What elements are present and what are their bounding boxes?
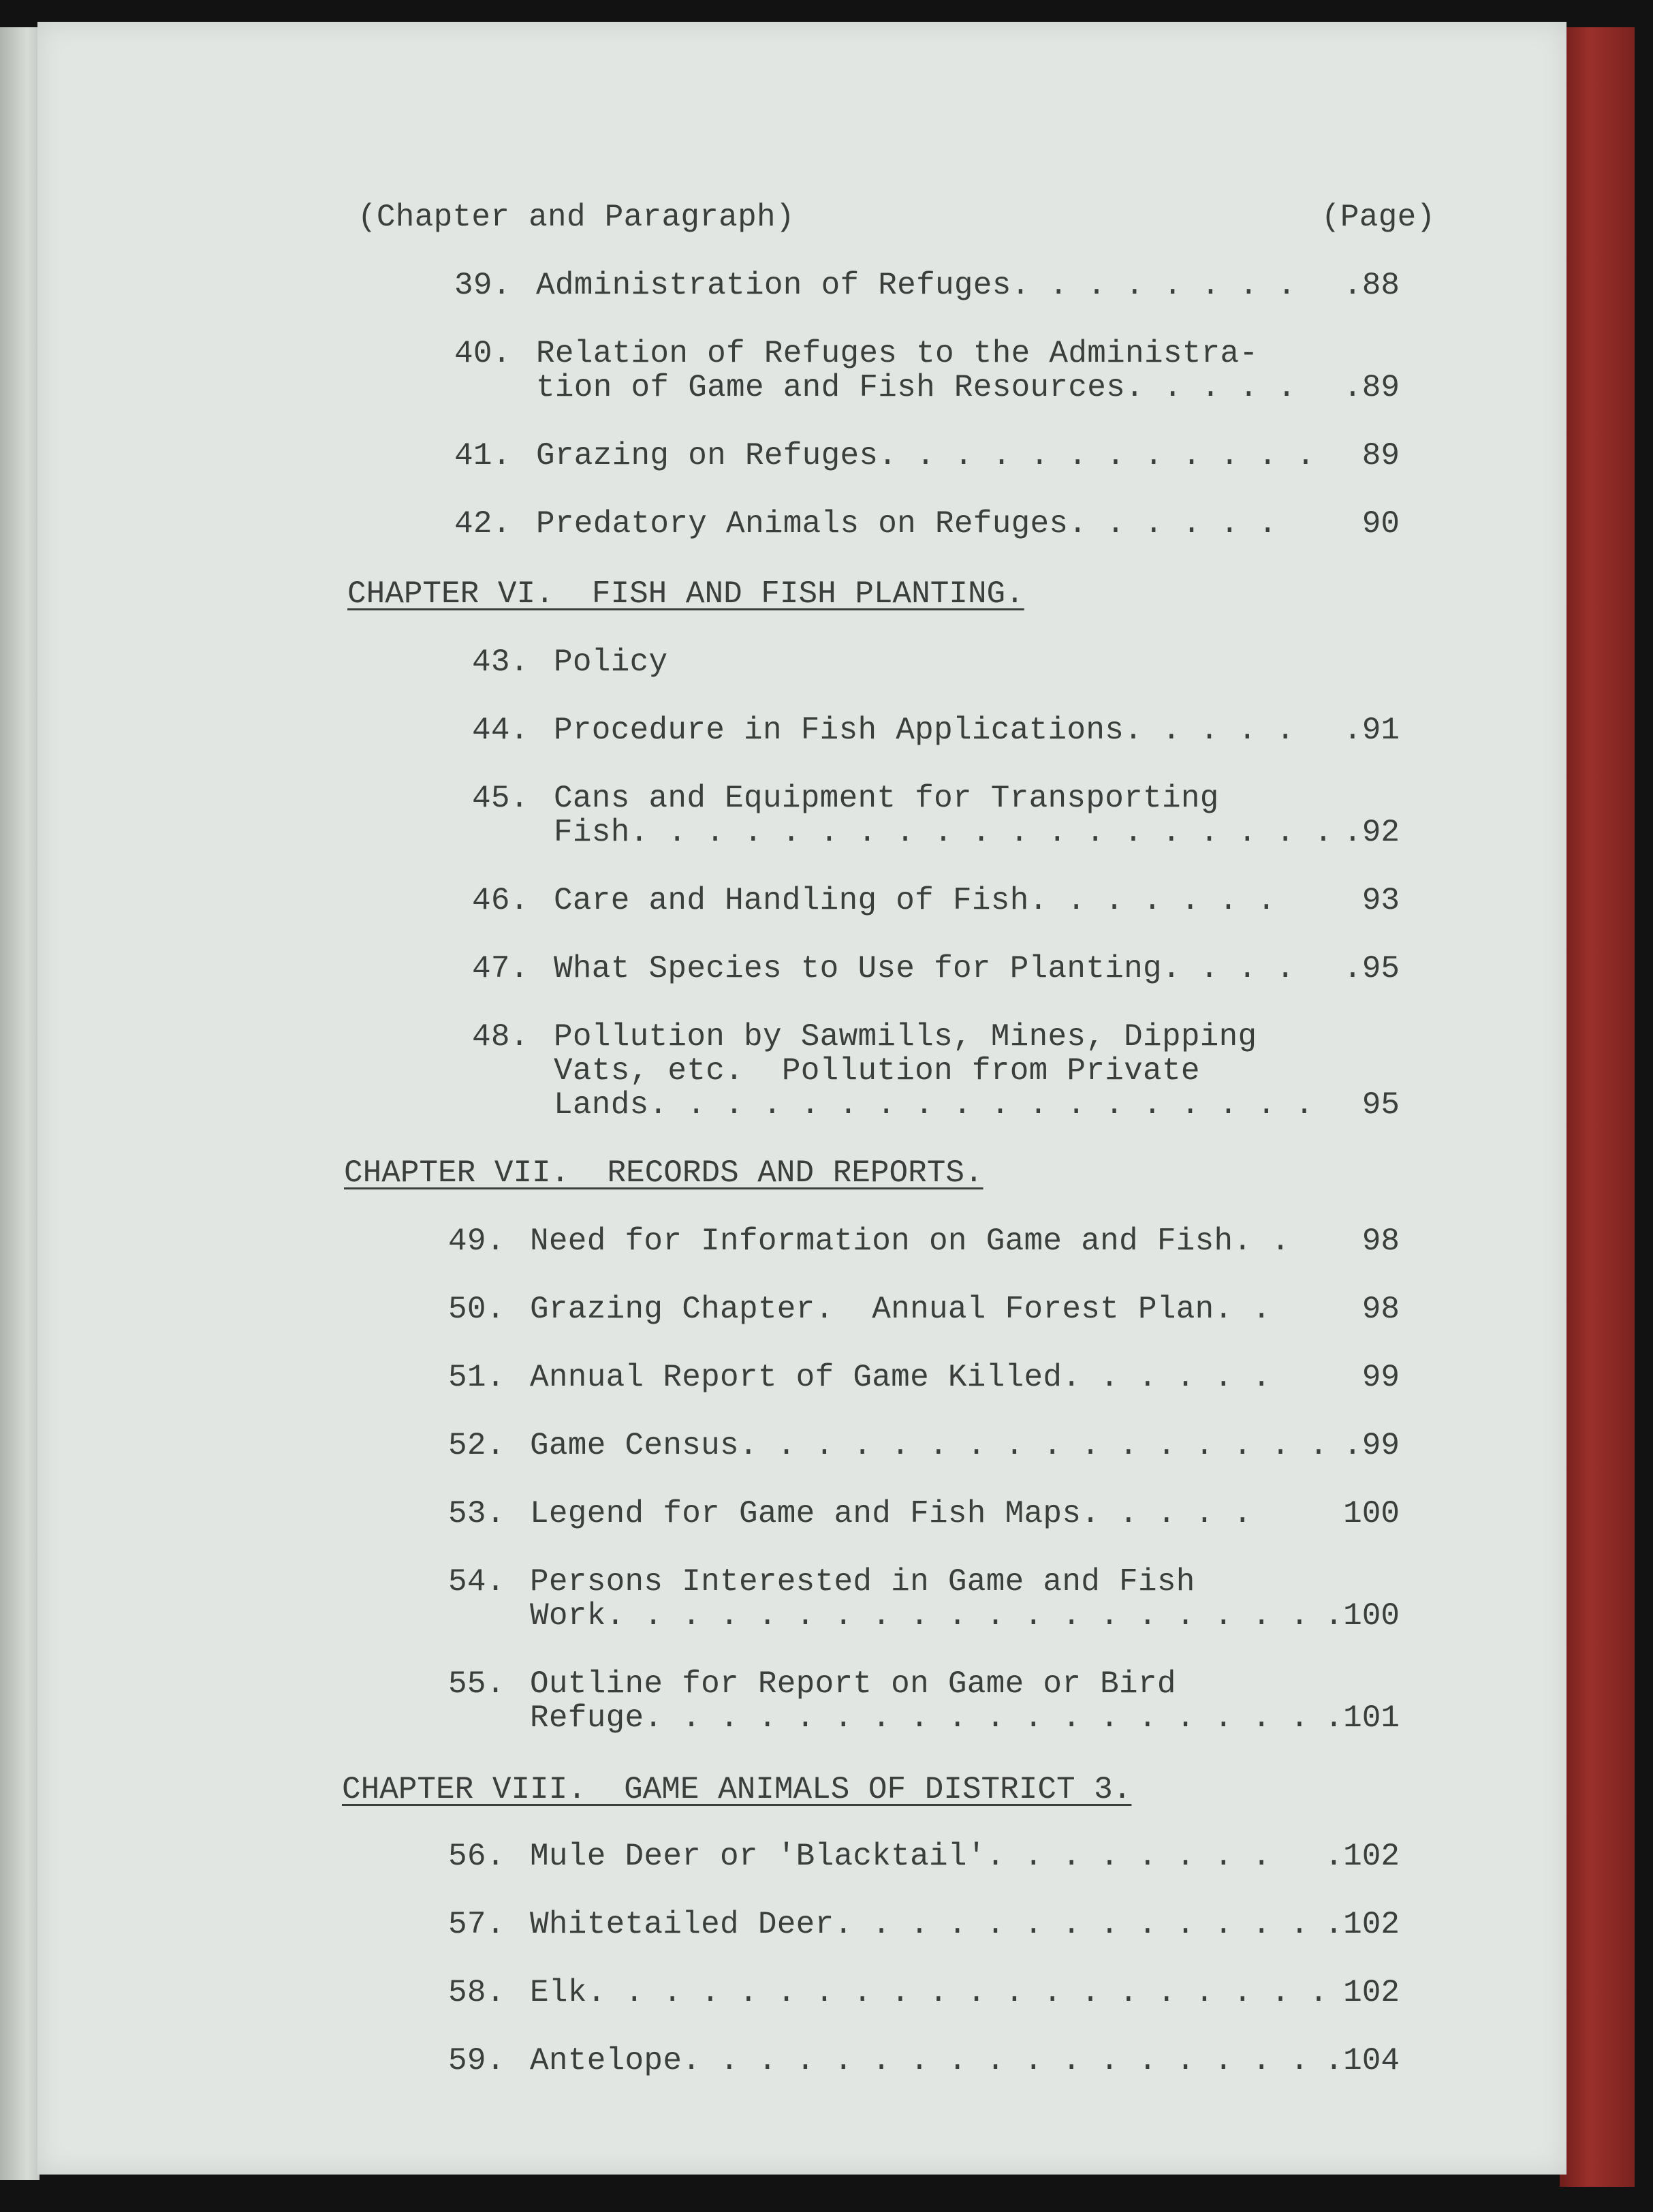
chapter-heading: CHAPTER VIII. GAME ANIMALS OF DISTRICT 3. — [342, 1772, 1132, 1807]
facing-page-edge — [0, 27, 40, 2180]
entry-page: 93 — [1361, 883, 1400, 918]
entry-title: Whitetailed Deer. . . . . . . . . . . . . — [530, 1907, 1310, 1942]
entry-number: 40. — [454, 336, 511, 371]
entry-title-continued: Refuge. . . . . . . . . . . . . . . . . . — [530, 1700, 1310, 1736]
entry-number: 50. — [448, 1292, 505, 1327]
entry-page: .102 — [1324, 1907, 1400, 1942]
entry-page: 89 — [1361, 438, 1400, 473]
entry-title: Procedure in Fish Applications. . . . . — [554, 713, 1295, 748]
book-cover-edge — [1560, 27, 1635, 2187]
entry-title: Persons Interested in Game and Fish — [530, 1564, 1195, 1600]
entry-number: 58. — [448, 1975, 505, 2010]
entry-title: Relation of Refuges to the Administra- — [536, 336, 1259, 371]
entry-page: .92 — [1343, 815, 1400, 850]
entry-number: 51. — [448, 1360, 505, 1395]
entry-number: 53. — [448, 1496, 505, 1531]
entry-title: Grazing on Refuges. . . . . . . . . . . . — [536, 438, 1316, 473]
entry-page: .101 — [1324, 1700, 1400, 1736]
entry-page: .88 — [1343, 268, 1400, 303]
entry-page: .91 — [1343, 713, 1400, 748]
entry-page: 100 — [1343, 1496, 1400, 1531]
entry-title: Grazing Chapter. Annual Forest Plan. . — [530, 1292, 1272, 1327]
header-chapter-paragraph: (Chapter and Paragraph) — [358, 200, 795, 235]
entry-number: 47. — [472, 951, 529, 986]
entry-number: 39. — [454, 268, 511, 303]
entry-title-continued: tion of Game and Fish Resources. . . . . — [536, 370, 1297, 405]
entry-page: 98 — [1361, 1224, 1400, 1259]
entry-page: 99 — [1361, 1360, 1400, 1395]
entry-number: 55. — [448, 1666, 505, 1702]
entry-title-continued: Vats, etc. Pollution from Private — [554, 1053, 1200, 1089]
entry-page: 102 — [1343, 1975, 1400, 2010]
entry-title: Mule Deer or 'Blacktail'. . . . . . . . — [530, 1839, 1272, 1874]
entry-title: Cans and Equipment for Transporting — [554, 781, 1219, 816]
entry-number: 42. — [454, 506, 511, 542]
entry-title: Antelope. . . . . . . . . . . . . . . . . — [530, 2043, 1310, 2078]
entry-title: Policy — [554, 644, 668, 680]
entry-number: 59. — [448, 2043, 505, 2078]
entry-title-continued: Work. . . . . . . . . . . . . . . . . . . — [530, 1598, 1310, 1634]
entry-page: .104 — [1324, 2043, 1400, 2078]
entry-page: .102 — [1324, 1839, 1400, 1874]
entry-number: 43. — [472, 644, 529, 680]
header-page: (Page) — [1321, 200, 1436, 235]
entry-title: Outline for Report on Game or Bird — [530, 1666, 1176, 1702]
chapter-heading: CHAPTER VI. FISH AND FISH PLANTING. — [347, 576, 1024, 612]
entry-page: 98 — [1361, 1292, 1400, 1327]
entry-page: .95 — [1343, 951, 1400, 986]
entry-number: 41. — [454, 438, 511, 473]
entry-title-continued: Lands. . . . . . . . . . . . . . . . . . — [554, 1087, 1314, 1123]
entry-number: 56. — [448, 1839, 505, 1874]
entry-title: Need for Information on Game and Fish. . — [530, 1224, 1291, 1259]
entry-title: Elk. . . . . . . . . . . . . . . . . . . . — [530, 1975, 1328, 2010]
entry-number: 48. — [472, 1019, 529, 1055]
entry-number: 46. — [472, 883, 529, 918]
entry-page: .99 — [1343, 1428, 1400, 1463]
entry-title: Legend for Game and Fish Maps. . . . . — [530, 1496, 1253, 1531]
entry-number: 54. — [448, 1564, 505, 1600]
entry-page: 95 — [1361, 1087, 1400, 1123]
entry-title: Annual Report of Game Killed. . . . . . — [530, 1360, 1272, 1395]
entry-page: .100 — [1324, 1598, 1400, 1634]
chapter-heading: CHAPTER VII. RECORDS AND REPORTS. — [344, 1155, 983, 1191]
entry-title: What Species to Use for Planting. . . . — [554, 951, 1295, 986]
entry-number: 45. — [472, 781, 529, 816]
entry-number: 57. — [448, 1907, 505, 1942]
entry-title: Game Census. . . . . . . . . . . . . . . . — [530, 1428, 1328, 1463]
entry-number: 52. — [448, 1428, 505, 1463]
entry-number: 49. — [448, 1224, 505, 1259]
entry-number: 44. — [472, 713, 529, 748]
entry-page: .89 — [1343, 370, 1400, 405]
document-page — [37, 22, 1567, 2175]
entry-title: Administration of Refuges. . . . . . . . — [536, 268, 1297, 303]
entry-page: 90 — [1361, 506, 1400, 542]
entry-title-continued: Fish. . . . . . . . . . . . . . . . . . . — [554, 815, 1334, 850]
entry-title: Pollution by Sawmills, Mines, Dipping — [554, 1019, 1257, 1055]
entry-title: Care and Handling of Fish. . . . . . . — [554, 883, 1276, 918]
entry-title: Predatory Animals on Refuges. . . . . . — [536, 506, 1278, 542]
